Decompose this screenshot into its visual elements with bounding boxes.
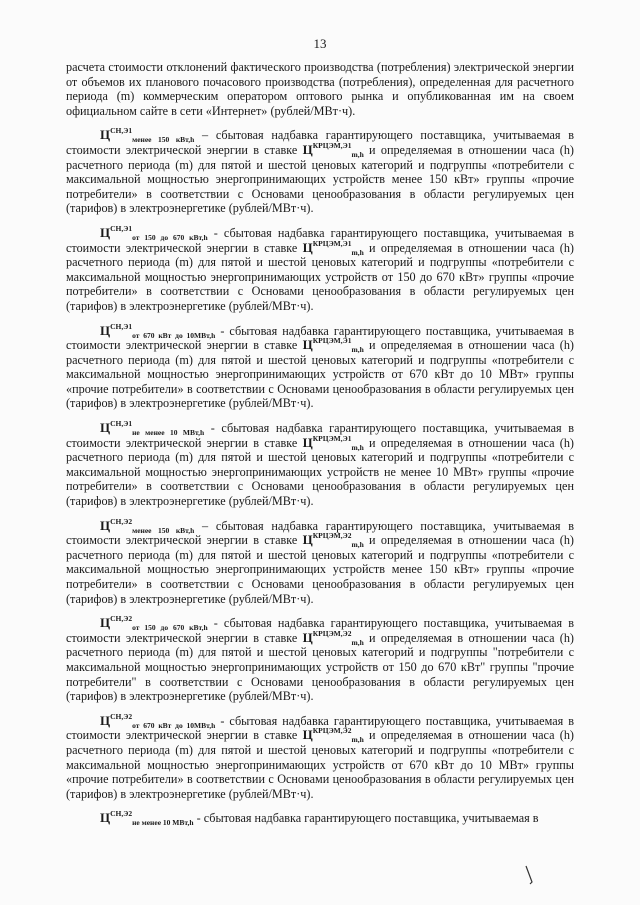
symbol-base: Ц: [100, 517, 111, 533]
definition-paragraph: [66, 321, 574, 412]
rate-symbol: [302, 531, 364, 550]
symbol-superscript: СН,Э1: [110, 419, 133, 429]
tariff-symbol: [100, 809, 194, 828]
symbol-superscript: КРЦЭМ,Э2: [312, 628, 352, 638]
symbol-subscript: m,h: [351, 247, 364, 257]
symbol-base: Ц: [302, 141, 313, 157]
definition-text: – сбытовая надбавка гарантирующего поставщика, учитываемая в стоимости электрической энергии в ставке: [66, 128, 574, 157]
definitions-list: [66, 128, 574, 826]
definition-text: - сбытовая надбавка гарантирующего поставщика, учитываемая в стоимости электрической энергии в ставке: [66, 713, 574, 743]
symbol-subscript: не менее 10 МВт,h: [132, 818, 194, 828]
symbol-superscript: КРЦЭМ,Э1: [312, 336, 352, 346]
rate-symbol: [303, 142, 364, 157]
tariff-symbol: [100, 225, 208, 240]
definition-paragraph: [66, 516, 574, 607]
symbol-subscript: от 670 кВт до 10МВт,h: [132, 330, 216, 340]
symbol-superscript: КРЦЭМ,Э2: [312, 531, 352, 541]
definition-paragraph: [66, 616, 574, 704]
symbol-base: Ц: [100, 322, 111, 338]
definition-paragraph: [66, 128, 574, 216]
tariff-symbol: [100, 518, 194, 533]
definition-text: - сбытовая надбавка гарантирующего поставщика, учитываемая в стоимости электрической энергии в ставке: [66, 323, 574, 353]
symbol-subscript: от 670 кВт до 10МВт,h: [132, 720, 216, 730]
symbol-base: Ц: [302, 337, 313, 353]
definition-text: – сбытовая надбавка гарантирующего поставщика, учитываемая в стоимости электрической энергии в ставке: [66, 518, 574, 548]
symbol-base: Ц: [302, 239, 313, 255]
definition-text: и определяемая в отношении часа (h) расчетного периода (m) для пятой и шестой ценовых категорий и подгруппы "потребители с максимальной мощностью энергопринимающих устройств от 150 до 670 кВт" группы "прочие потребители" в соответствии с Основами ценообразования в области регулируемых цен (тарифов) в электроэнергетике (рублей/МВт·ч).: [66, 630, 574, 704]
symbol-superscript: СН,Э2: [110, 614, 133, 624]
symbol-subscript: менее 150 кВт,h: [132, 525, 195, 535]
symbol-superscript: КРЦЭМ,Э1: [312, 140, 352, 150]
symbol-base: Ц: [302, 629, 313, 645]
symbol-superscript: СН,Э1: [110, 223, 133, 233]
definition-text: и определяемая в отношении часа (h) расчетного периода (m) для пятой и шестой ценовых категорий и подгруппы «потребители с максимальной мощностью энергопринимающих устройств от 670 кВт до 10 МВт» группы «прочие потребители» в соответствии с Основами ценообразования в области регулируемых цен (тарифов) в электроэнергетике (рублей/МВт·ч).: [66, 728, 574, 801]
definition-text: и определяемая в отношении часа (h) расчетного периода (m) для пятой и шестой ценовых категорий и подгруппы «потребители с максимальной мощностью энергопринимающих устройств от 670 кВт до 10 МВт» группы «прочие потребители» в соответствии с Основами ценообразования в области регулируемых цен (тарифов) в электроэнергетике (рублей/МВт·ч).: [66, 338, 574, 411]
symbol-base: Ц: [100, 420, 111, 436]
definition-text: - сбытовая надбавка гарантирующего поставщика, учитываемая в: [193, 811, 539, 826]
rate-symbol: [302, 336, 364, 355]
symbol-base: Ц: [302, 727, 313, 743]
definition-text: и определяемая в отношении часа (h) расчетного периода (m) для пятой и шестой ценовых категорий и подгруппы «потребители с максимальной мощностью энергопринимающих устройств от 150 до 670 кВт» группы «прочие потребители» в соответствии с Основами ценообразования в области регулируемых цен (тарифов) в электроэнергетике (рублей/МВт·ч).: [66, 240, 574, 313]
symbol-superscript: СН,Э1: [110, 126, 133, 136]
symbol-subscript: m,h: [351, 149, 364, 159]
definition-text: - сбытовая надбавка гарантирующего поставщика, учитываемая в стоимости электрической энергии в ставке: [66, 616, 575, 645]
symbol-base: Ц: [100, 810, 111, 826]
tariff-symbol: [100, 323, 215, 338]
symbol-superscript: СН,Э2: [110, 711, 133, 721]
definition-paragraph: [66, 223, 575, 314]
scan-artifact-mark: [524, 864, 534, 886]
symbol-subscript: от 150 до 670 кВт,h: [132, 232, 208, 242]
definition-text: и определяемая в отношении часа (h) расчетного периода (m) для пятой и шестой ценовых категорий и подгруппы «потребители с максимальной мощностью энергопринимающих устройств менее 150 кВт» группы «прочие потребители» в соответствии с Основами ценообразования в области регулируемых цен (тарифов) в электроэнергетике (рублей/МВт·ч).: [66, 533, 574, 606]
tariff-symbol: [100, 614, 208, 633]
tariff-symbol: [100, 126, 195, 145]
rate-symbol: [303, 435, 364, 450]
symbol-subscript: m,h: [351, 735, 364, 745]
symbol-subscript: m,h: [351, 637, 364, 647]
symbol-superscript: СН,Э2: [110, 516, 133, 526]
symbol-superscript: СН,Э1: [110, 321, 133, 331]
definition-text: - сбытовая надбавка гарантирующего поставщика, учитываемая в стоимости электрической энергии в ставке: [66, 421, 574, 450]
symbol-superscript: КРЦЭМ,Э1: [312, 238, 352, 248]
symbol-superscript: СН,Э2: [110, 809, 133, 819]
symbol-subscript: m,h: [351, 345, 364, 355]
symbol-superscript: КРЦЭМ,Э1: [312, 433, 352, 443]
definition-paragraph: [66, 811, 574, 826]
symbol-base: Ц: [302, 532, 313, 548]
rate-symbol: [302, 726, 364, 745]
symbol-subscript: m,h: [351, 442, 364, 452]
symbol-base: Ц: [100, 127, 111, 143]
tariff-symbol: [100, 419, 205, 438]
tariff-symbol: [100, 713, 215, 728]
rate-symbol: [303, 630, 364, 645]
definition-text: и определяемая в отношении часа (h) расчетного периода (m) для пятой и шестой ценовых категорий и подгруппы «потребители с максимальной мощностью энергопринимающих устройств менее 150 кВт» группы «прочие потребители» в соответствии с Основами ценообразования в области регулируемых цен (тарифов) в электроэнергетике (рублей/МВт·ч).: [66, 142, 574, 216]
symbol-base: Ц: [100, 712, 111, 728]
document-body: [66, 60, 574, 836]
symbol-subscript: от 150 до 670 кВт,h: [132, 623, 208, 633]
definition-paragraph: [66, 421, 574, 509]
page-number: 13: [313, 36, 327, 51]
definition-text: и определяемая в отношении часа (h) расчетного периода (m) для пятой и шестой ценовых категорий и подгруппы «потребители с максимальной мощностью энергопринимающих устройств не менее 10 МВт» группы «прочие потребители» в соответствии с Основами ценообразования в области регулируемых цен (тарифов) в электроэнергетике (рублей/МВт·ч).: [66, 435, 574, 509]
symbol-superscript: КРЦЭМ,Э2: [312, 726, 352, 736]
symbol-subscript: m,h: [351, 540, 364, 550]
definition-text: - сбытовая надбавка гарантирующего поставщика, учитываемая в стоимости электрической энергии в ставке: [66, 225, 575, 255]
symbol-subscript: не менее 10 МВт,h: [132, 428, 205, 438]
symbol-subscript: менее 150 кВт,h: [132, 135, 195, 145]
symbol-base: Ц: [100, 615, 111, 631]
intro-paragraph: расчета стоимости отклонений фактического производства (потребления) электрической энергии от объемов их планового почасового производства (потребления), определенная для расчетного периода (m) коммерческим оператором оптового рынка и опубликованная им на своем официальном сайте в сети «Интернет» (рублей/МВт·ч).: [66, 60, 574, 118]
rate-symbol: [303, 240, 364, 255]
definition-paragraph: [66, 711, 574, 802]
symbol-base: Ц: [100, 224, 111, 240]
symbol-base: Ц: [302, 434, 313, 450]
